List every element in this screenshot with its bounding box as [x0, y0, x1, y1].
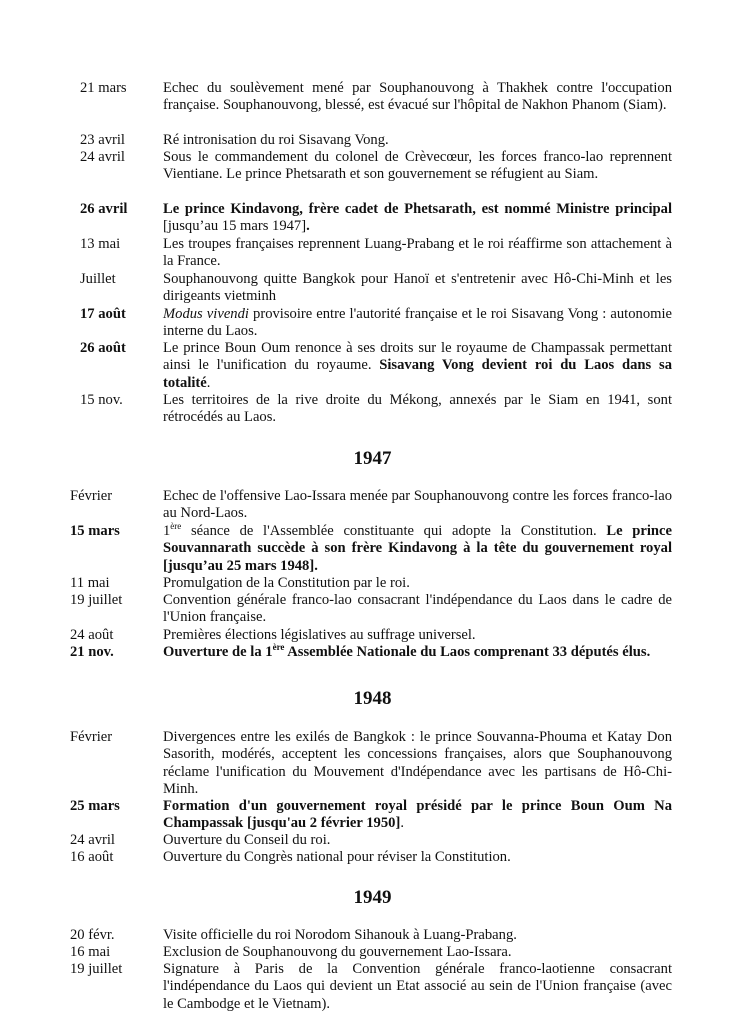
entry-text [163, 798, 672, 833]
year-heading-text: 1947 [353, 448, 392, 469]
entry-text [163, 236, 672, 271]
text-run: Ré intronisation du roi Sisavang Vong. [163, 132, 389, 148]
text-run: 1 [163, 523, 171, 539]
entry-date: 15 mars [70, 523, 120, 539]
text-run: Ouverture du Conseil du roi. [163, 832, 331, 848]
entry-text [163, 575, 672, 592]
text-run: Sisavang Vong devient roi du Laos dans sa totalité [163, 357, 672, 391]
text-run: Souphanouvong quitte Bangkok pour Hanoï et s'entretenir avec Hô-Chi-Minh et les dirigeants vietminh [163, 271, 672, 305]
year-heading [0, 448, 745, 470]
entry-text [163, 271, 672, 306]
entry-date: 11 mai [70, 575, 110, 591]
entry-date: 26 août [80, 340, 126, 356]
entry-text [163, 944, 672, 961]
text-run: . [400, 815, 404, 832]
entry-date: 23 avril [80, 132, 125, 148]
entry-text [163, 729, 672, 798]
entry-date: 16 mai [70, 944, 111, 960]
text-run: ère [170, 521, 182, 531]
entry-date: 17 août [80, 306, 126, 322]
entry-date: Février [70, 729, 113, 745]
text-run: Echec de l'offensive Lao-Issara menée par Souphanouvong contre les forces franco-lao au Nord-Laos. [163, 488, 672, 522]
entry-text [163, 80, 672, 115]
text-run: Le prince Souvannarath succède à son frère Kindavong à la tête du gouvernement royal [jusqu’au 25 mars 1948]. [163, 523, 672, 574]
entry-date: 24 avril [70, 832, 115, 848]
year-heading [0, 887, 745, 909]
year-heading-text: 1949 [353, 887, 392, 908]
entry-text [163, 961, 672, 1013]
text-run: . [306, 218, 310, 235]
text-run: séance de l'Assemblée constituante qui adopte la Constitution. [181, 523, 607, 539]
entry-date: Février [70, 488, 113, 504]
text-run: Visite officielle du roi Norodom Sihanouk à Luang-Prabang. [163, 927, 517, 943]
text-run: Signature à Paris de la Convention générale franco-laotienne consacrant l'indépendance du Laos qui devient un Etat associé au sein de l'Union française (avec le Cambodge et le Vietnam). [163, 961, 672, 1012]
text-run: Le prince Boun Oum renonce à ses droits sur le royaume de Champassak permettant ainsi le l'unification du royaume. [163, 340, 672, 374]
text-run: Le prince Kindavong, frère cadet de Phetsarath, est nommé Ministre principal [163, 201, 672, 217]
entry-text [163, 644, 672, 661]
text-run: Assemblée Nationale du Laos comprenant 33 députés élus. [284, 644, 651, 660]
text-run: . [206, 374, 211, 391]
entry-text [163, 340, 672, 392]
text-run: Les territoires de la rive droite du Mékong, annexés par le Siam en 1941, sont rétrocédés au Laos. [163, 392, 672, 426]
entry-date: Juillet [80, 271, 116, 287]
text-run: Modus vivendi [163, 306, 249, 322]
entry-date: 13 mai [80, 236, 121, 252]
entry-text [163, 627, 672, 644]
text-run: Promulgation de la Constitution par le roi. [163, 575, 410, 591]
entry-date: 24 août [70, 627, 114, 643]
text-run: Ouverture du Congrès national pour réviser la Constitution. [163, 849, 511, 865]
entry-text [163, 927, 672, 944]
entry-text [163, 849, 672, 866]
text-run: Premières élections législatives au suffrage universel. [163, 627, 476, 643]
text-run: Ouverture de la 1 [163, 644, 273, 660]
text-run: Sous le commandement du colonel de Crèvecœur, les forces franco-lao reprennent Vientiane. Le prince Phetsarath et son gouvernement se réfugient au Siam. [163, 149, 672, 183]
text-run: Formation d'un gouvernement royal présidé par le prince Boun Oum Na Champassak [jusqu'au 2 février 1950] [163, 798, 672, 832]
entry-date: 26 avril [80, 201, 128, 217]
entry-text [163, 592, 672, 627]
text-run: Echec du soulèvement mené par Souphanouvong à Thakhek contre l'occupation française. Souphanouvong, blessé, est évacué sur l'hôpital de Nakhon Phanom (Siam). [163, 80, 672, 114]
entry-date: 21 nov. [70, 644, 114, 660]
entry-text [163, 306, 672, 341]
entry-text [163, 523, 672, 575]
text-run: Divergences entre les exilés de Bangkok : le prince Souvanna-Phouma et Katay Don Sasorith, modérés, acceptent les concessions françaises, alors que Souphanouvong réclame l'unification du Mouvement d'Indépendance avec les partisans de Hô-Chi-Minh. [163, 729, 672, 797]
entry-text [163, 149, 672, 184]
text-run: Les troupes françaises reprennent Luang-Prabang et le roi réaffirme son attachement à la France. [163, 236, 672, 270]
entry-date: 24 avril [80, 149, 125, 165]
text-run: provisoire entre l'autorité française et le roi Sisavang Vong : autonomie interne du Laos. [163, 306, 672, 340]
entry-date: 19 juillet [70, 592, 123, 608]
entry-date: 19 juillet [70, 961, 123, 977]
entry-text [163, 392, 672, 427]
entry-date: 16 août [70, 849, 114, 865]
entry-text [163, 832, 672, 849]
text-run: [jusqu’au 15 mars 1947] [163, 218, 307, 235]
entry-date: 15 nov. [80, 392, 123, 408]
entry-date: 25 mars [70, 798, 120, 814]
entry-text [163, 201, 672, 236]
text-run: Exclusion de Souphanouvong du gouvernement Lao-Issara. [163, 944, 512, 960]
year-heading [0, 688, 745, 710]
text-run: ère [272, 642, 285, 652]
text-run: Convention générale franco-lao consacrant l'indépendance du Laos dans le cadre de l'Union française. [163, 592, 672, 626]
entry-date: 20 févr. [70, 927, 115, 943]
year-heading-text: 1948 [353, 688, 392, 709]
entry-text [163, 132, 672, 149]
entry-date: 21 mars [80, 80, 127, 96]
entry-text [163, 488, 672, 523]
